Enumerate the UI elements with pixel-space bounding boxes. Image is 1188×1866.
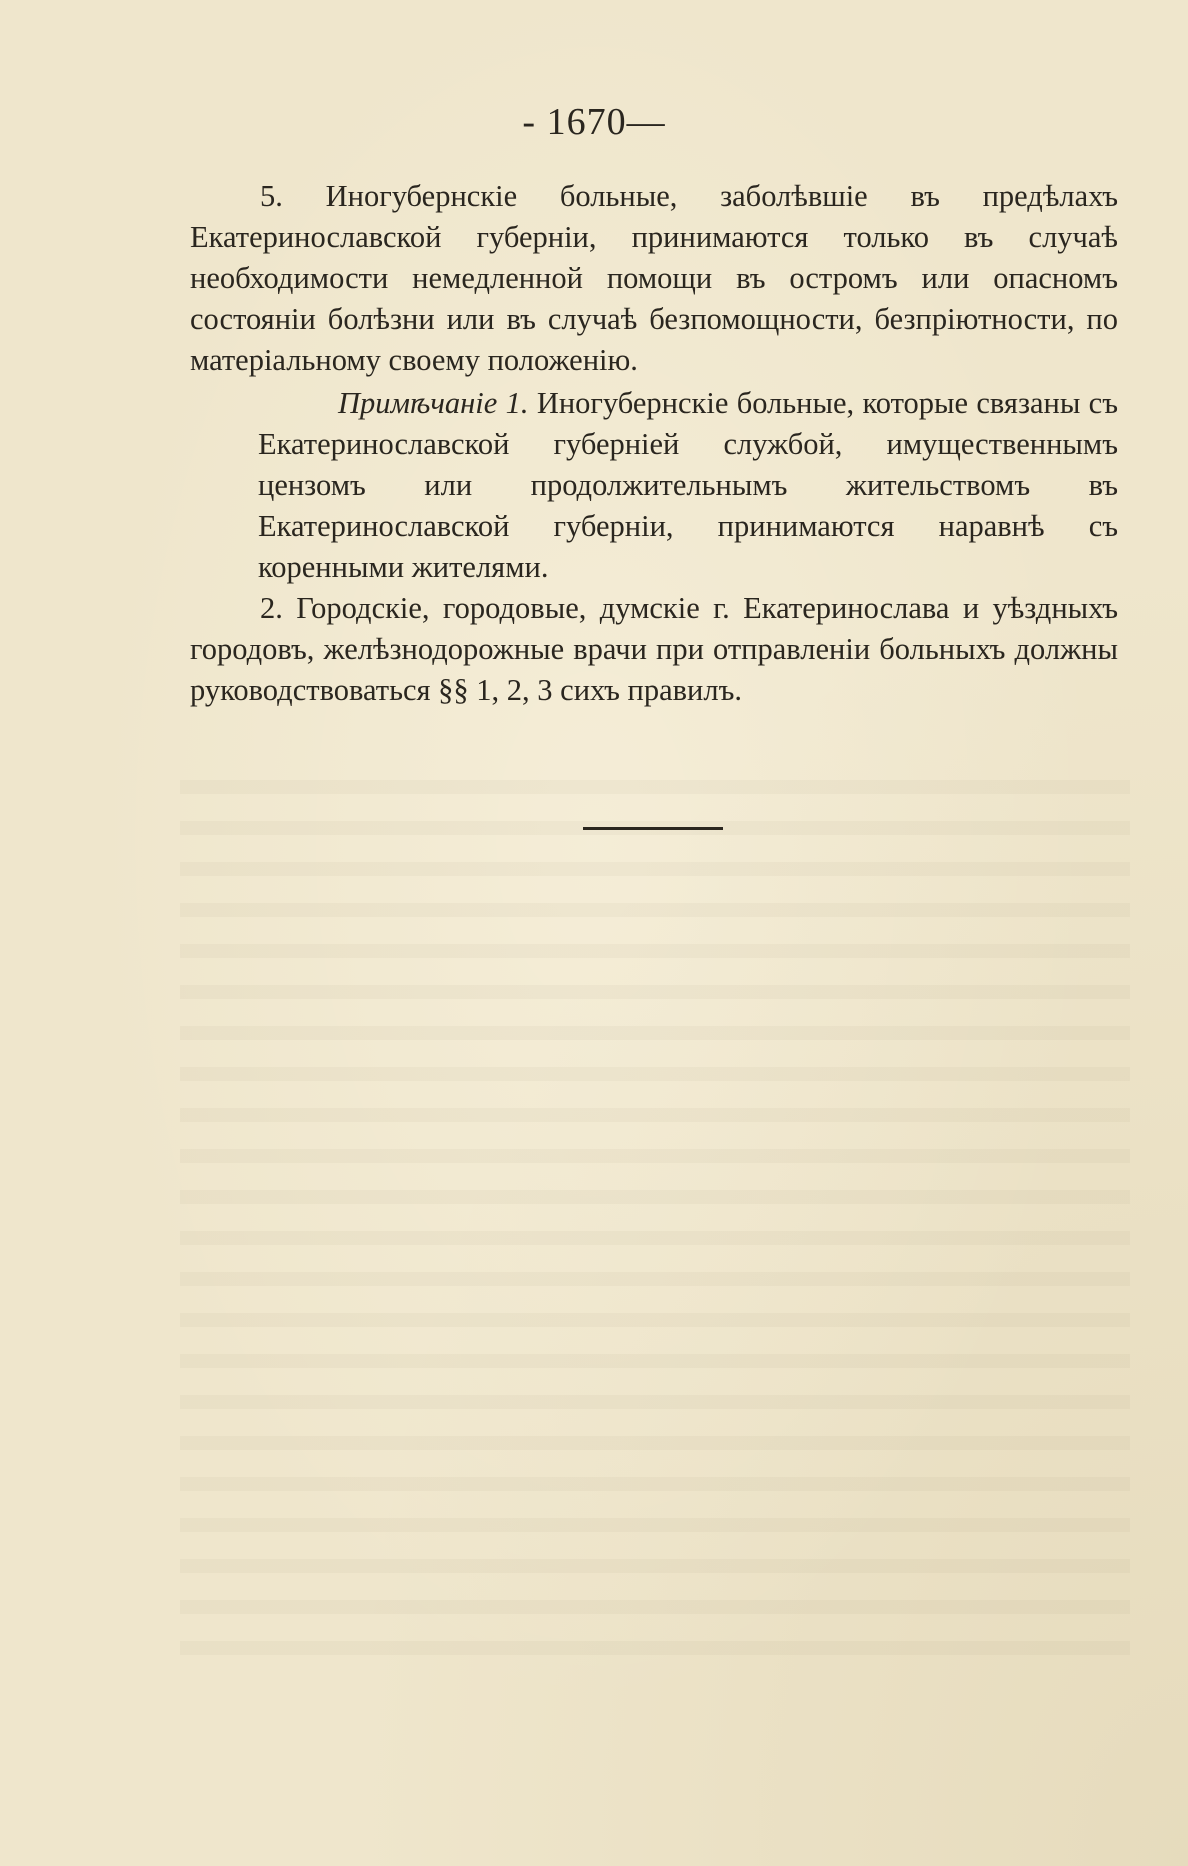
bleed-through-texture	[180, 780, 1130, 1680]
note-text: Иногубернскіе больные, которые связаны съ Екатеринославской губерніей службой, имущественнымъ цензомъ или продолжительнымъ жительствомъ въ Екатеринославской губерніи, принимаются наравнѣ съ коренными жителями.	[258, 386, 1118, 584]
note-1	[258, 383, 1118, 588]
note-label: Примѣчаніе 1.	[338, 386, 529, 420]
paragraph-5: 5. Иногубернскіе больные, заболѣвшіе въ предѣлахъ Екатеринославской губерніи, принимаются только въ случаѣ необходимости немедленной помощи въ остромъ или опасномъ состояніи болѣзни или въ случаѣ безпомощности, безпріютности, по матеріальному своему положенію.	[190, 179, 1118, 377]
section-divider	[583, 827, 723, 830]
paragraph-2: 2. Городскіе, городовые, думскіе г. Екатеринослава и уѣздныхъ городовъ, желѣзнодорожные врачи при отправленіи больныхъ должны руководствоваться §§ 1, 2, 3 сихъ правилъ.	[190, 591, 1118, 707]
page-number: - 1670—	[522, 101, 666, 143]
